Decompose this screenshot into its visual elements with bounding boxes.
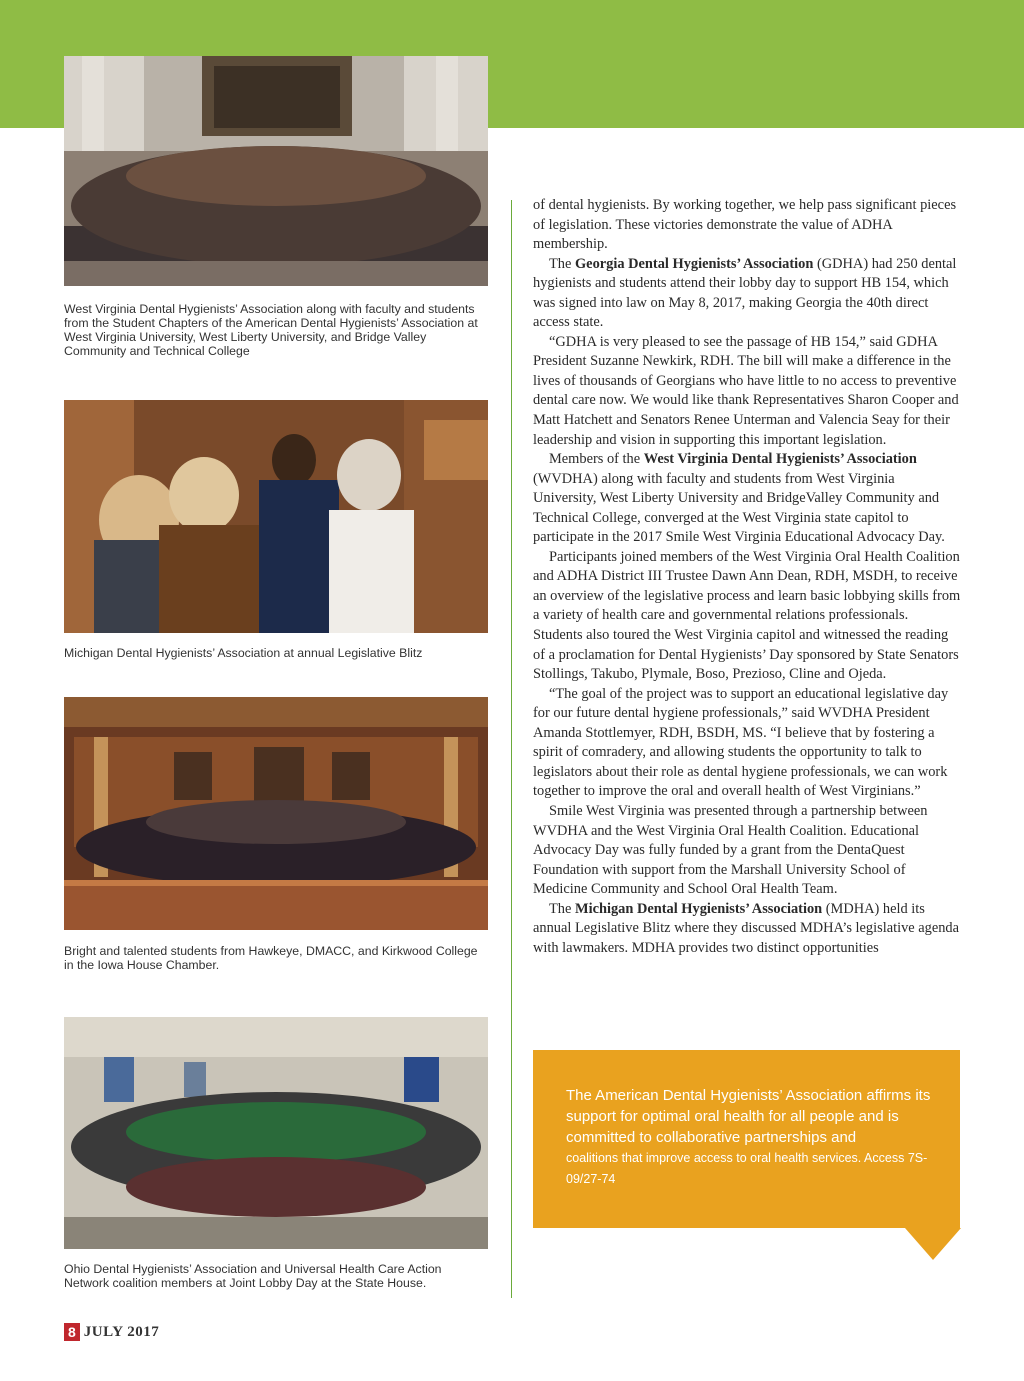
text-run: (GDHA) had 250 dental hygienists and students attend their lobby day to support HB 154, which was signed into law on May 8, 2017, making Georgia the 40th direct access state. [533, 255, 957, 331]
text-run: The [549, 900, 575, 917]
article-paragraph [533, 450, 961, 548]
text-run: (MDHA) held its annual Legislative Blitz where they discussed MDHA’s legislative agenda with lawmakers. MDHA provides two distinct opportunities [533, 900, 960, 956]
org-name: Georgia Dental Hygienists’ Association [574, 255, 814, 272]
wv-capitol-group-photo [64, 56, 488, 286]
photo-caption: Michigan Dental Hygienists’ Association at annual Legislative Blitz [64, 646, 423, 660]
photo-caption: West Virginia Dental Hygienists’ Association along with faculty and students from the Student Chapters of the American Dental Hygienists’ Association at West Virginia University, West Liberty University, and Bridge Valley Community and Technical College [64, 302, 478, 358]
org-name: Michigan Dental Hygienists’ Association [574, 900, 823, 917]
article-paragraph: Smile West Virginia was presented through a partnership between WVDHA and the West Virginia Oral Health Coalition. Educational Advocacy Day was fully funded by a grant from the DentaQuest Foundation with support from the Marshall University School of Medicine Community and School Oral Health Team. [533, 802, 928, 898]
article-paragraph: “GDHA is very pleased to see the passage of HB 154,” said GDHA President Suzanne Newkirk, RDH. The bill will make a difference in the lives of thousands of Georgians who have little to no access to preventive dental care now. We would like thank Representatives Sharon Cooper and Matt Hatchett and Senators Renee Unterman and Valencia Seay for their leadership and vision in supporting this important legislation. [533, 333, 959, 448]
photo-caption: Bright and talented students from Hawkeye, DMACC, and Kirkwood College in the Iowa House Chamber. [64, 944, 478, 972]
issue-date: JULY 2017 [83, 1323, 160, 1340]
callout-main: The American Dental Hygienists’ Association affirms its support for optimal oral health for all people and is committed to collaborative partnerships and [566, 1087, 931, 1146]
callout-pointer [905, 1228, 961, 1260]
article-paragraph [533, 900, 961, 959]
iowa-house-chamber-photo [64, 697, 488, 930]
text-run: Members of the [549, 451, 644, 468]
text-run: The [549, 255, 575, 272]
article-paragraph: “The goal of the project was to support an educational legislative day for our future dental hygiene professionals,” said WVDHA President Amanda Stottlemyer, RDH, BSDH, MS. “I believe that by fostering a spirit of comradery, and allowing students the opportunity to talk to legislators about their role as dental hygiene professionals, we can work together to improve the oral and overall health of West Virginians.” [533, 685, 949, 800]
ohio-lobby-day-photo [64, 1017, 488, 1249]
article-paragraph: of dental hygienists. By working together, we help pass significant pieces of legislation. These victories demonstrate the value of ADHA membership. [533, 197, 957, 253]
article-paragraph [533, 255, 961, 333]
column-divider [511, 200, 512, 1298]
article-body [533, 196, 961, 958]
text-run: (WVDHA) along with faculty and students from West Virginia University, West Liberty University and BridgeValley Community and Technical College, converged at the West Virginia state capitol to participate in the 2017 Smile West Virginia Educational Advocacy Day. [533, 470, 945, 546]
page-number-badge: 8 [64, 1323, 80, 1341]
photo-caption: Ohio Dental Hygienists’ Association and Universal Health Care Action Network coalition members at Joint Lobby Day at the State House. [64, 1262, 442, 1290]
org-name: West Virginia Dental Hygienists’ Association [643, 451, 917, 468]
article-paragraph: Participants joined members of the West Virginia Oral Health Coalition and ADHA District III Trustee Dawn Ann Dean, RDH, MSDH, to receive an overview of the legislative process and learn basic lobbying skills from a variety of health care and governmental relations professionals. Students also toured the West Virginia capitol and witnessed the reading of a proclamation for Dental Hygienists’ Day sponsored by State Senators Stollings, Takubo, Plymale, Boso, Prezioso, Cline and Ojeda. [533, 548, 961, 683]
callout-small: coalitions that improve access to oral health services. Access 7S-09/27-74 [566, 1151, 928, 1186]
michigan-blitz-photo [64, 400, 488, 633]
page-footer [64, 1322, 159, 1342]
callout-text [566, 1085, 946, 1190]
